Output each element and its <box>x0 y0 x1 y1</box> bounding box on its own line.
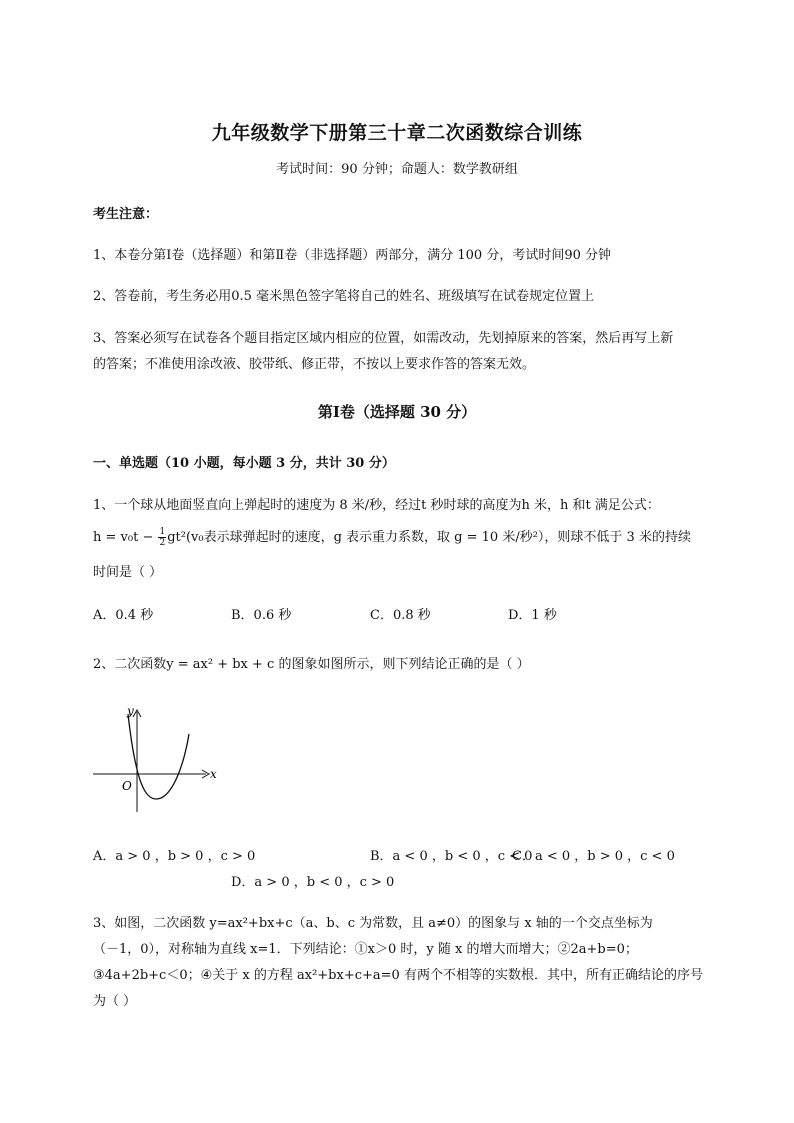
notice-item-3-line1: 3、答案必须写在试卷各个题目指定区域内相应的位置，如需改动，先划掉原来的答案，然后再写上新 <box>93 331 674 346</box>
q2-option-d[interactable]: D．a > 0 ，b < 0 ，c > 0 <box>231 875 395 890</box>
notice-item-3-line2: 的答案；不准使用涂改液、胶带纸、修正带，不按以上要求作答的答案无效。 <box>93 357 536 372</box>
section-title: 第Ⅰ卷（选择题 30 分） <box>317 403 477 421</box>
q1-option-b[interactable]: B．0.6 秒 <box>231 608 292 623</box>
q1-fraction <box>158 527 166 548</box>
q3-line2: （－1，0），对称轴为直线 x=1．下列结论：①x＞0 时，y 随 x 的增大而增大；②2a+b=0； <box>93 942 638 957</box>
q2-parabola-graph <box>88 700 223 815</box>
q1-formula-lead: h = v₀t − <box>93 530 158 545</box>
notice-heading: 考生注意： <box>93 207 159 222</box>
q1-option-c[interactable]: C．0.8 秒 <box>370 608 431 623</box>
origin-label: O <box>122 779 132 793</box>
q1-option-d[interactable]: D．1 秒 <box>508 608 557 623</box>
q1-frac-den: 2 <box>159 538 166 548</box>
q2-option-a[interactable]: A．a > 0 ，b > 0 ，c > 0 <box>93 849 256 864</box>
q2-option-b[interactable]: B．a < 0 ，b < 0 ，c < 0 <box>370 849 533 864</box>
q1-line1: 1、一个球从地面竖直向上弹起时的速度为 8 米/秒，经过t 秒时球的高度为h 米，h 和t 满足公式： <box>93 498 660 513</box>
notice-item-1: 1、本卷分第Ⅰ卷（选择题）和第Ⅱ卷（非选择题）两部分，满分 100 分，考试时间90 分钟 <box>93 248 611 263</box>
page-subtitle: 考试时间：90 分钟；命题人：数学教研组 <box>276 162 518 177</box>
x-axis-label: x <box>210 767 217 781</box>
y-axis-label: y <box>127 704 134 718</box>
q1-option-a[interactable]: A．0.4 秒 <box>93 608 154 623</box>
page-title: 九年级数学下册第三十章二次函数综合训练 <box>211 122 583 144</box>
q3-line4: 为（ ） <box>93 994 137 1009</box>
notice-item-2: 2、答卷前，考生务必用0.5 毫米黑色签字笔将自己的姓名、班级填写在试卷规定位置上 <box>93 289 595 304</box>
part-heading: 一、单选题（10 小题，每小题 3 分，共计 30 分） <box>93 456 395 471</box>
q2-stem: 2、二次函数y = ax² + bx + c 的图象如图所示，则下列结论正确的是（ ） <box>93 657 530 672</box>
q3-line1: 3、如图，二次函数 y=ax²+bx+c（a、b、c 为常数，且 a≠0）的图象与 x 轴的一个交点坐标为 <box>93 916 653 931</box>
q1-formula-tail: gt²(v₀表示球弹起时的速度，g 表示重力系数，取 g = 10 米/秒²），则球不低于 3 米的持续 <box>167 530 691 545</box>
q1-formula-line <box>93 526 691 548</box>
q2-option-c[interactable]: C．a < 0 ，b > 0 ，c < 0 <box>512 849 675 864</box>
q1-frac-num: 1 <box>159 527 166 537</box>
q3-line3: ③4a+2b+c＜0；④关于 x 的方程 ax²+bx+c+a=0 有两个不相等的实数根．其中，所有正确结论的序号 <box>93 968 703 983</box>
q1-line3: 时间是（ ） <box>93 565 163 580</box>
